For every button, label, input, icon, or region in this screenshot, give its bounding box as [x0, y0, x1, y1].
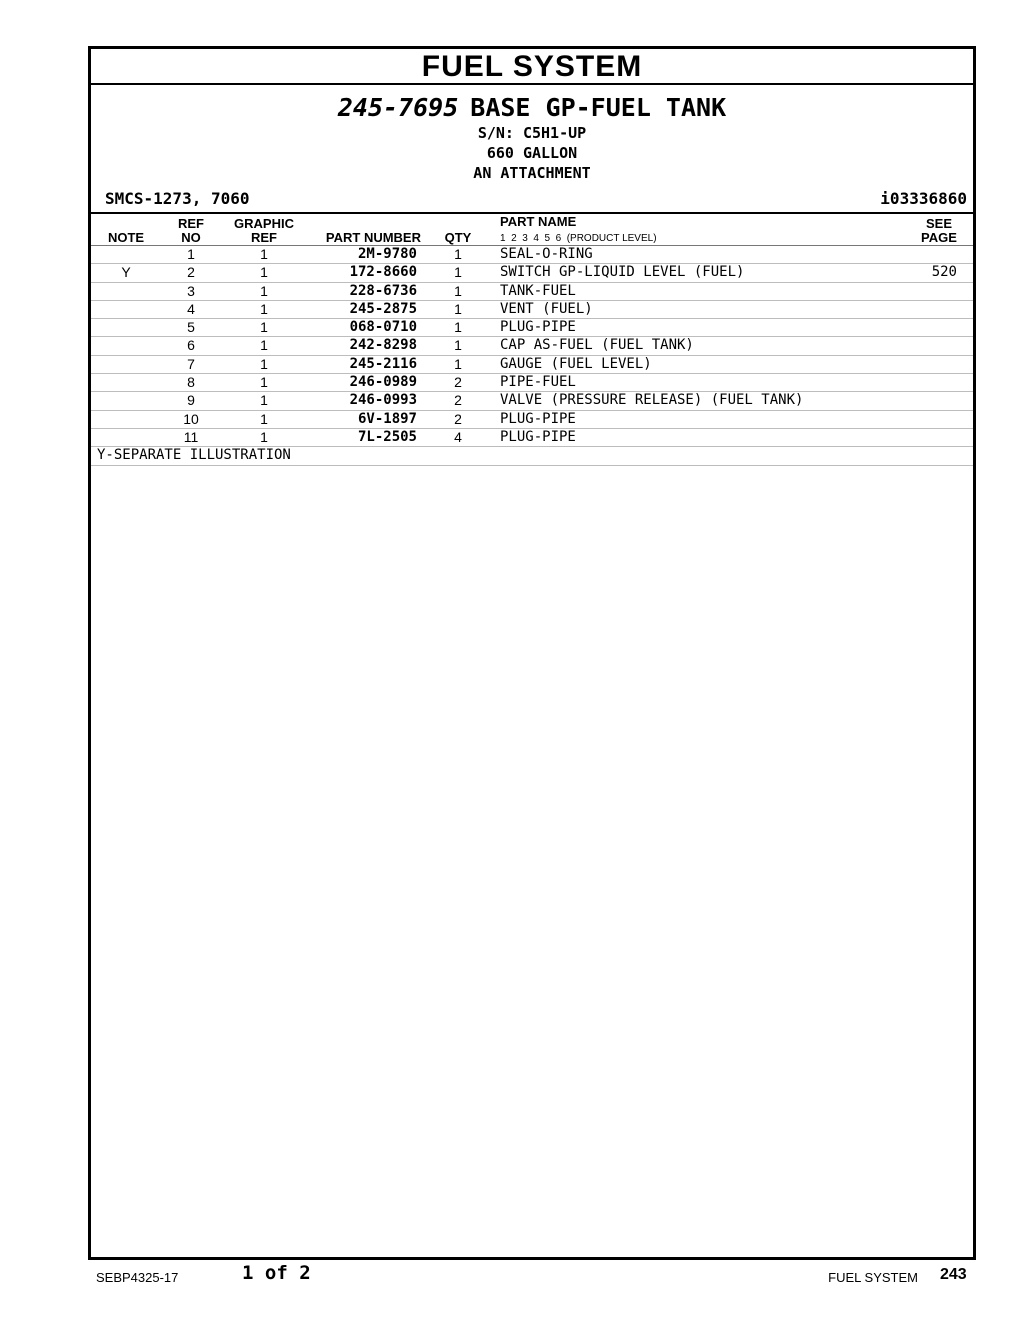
- parts-table: [91, 246, 973, 466]
- row-ref-no: 1: [187, 246, 195, 262]
- row-part-number: 245-2875: [349, 300, 417, 317]
- row-part-number: 172-8660: [349, 264, 417, 281]
- footer-section-title: FUEL SYSTEM: [828, 1270, 918, 1285]
- row-part-number: 246-0989: [349, 374, 417, 391]
- row-part-number: 246-0993: [349, 392, 417, 409]
- section-title: FUEL SYSTEM: [421, 50, 643, 83]
- smcs-codes: SMCS-1273, 7060: [105, 189, 250, 208]
- col-graphic-top: GRAPHIC: [234, 216, 294, 231]
- page-number: 243: [940, 1266, 967, 1283]
- group-name: BASE GP-FUEL TANK: [470, 93, 727, 122]
- row-qty: 1: [454, 282, 462, 299]
- table-row: [91, 392, 973, 410]
- row-part-name: CAP AS-FUEL (FUEL TANK): [500, 337, 694, 354]
- row-part-number: 242-8298: [349, 337, 417, 354]
- table-row: [91, 356, 973, 374]
- row-part-name: TANK-FUEL: [500, 282, 576, 299]
- row-ref-no: 3: [187, 282, 195, 299]
- attachment-label: AN ATTACHMENT: [473, 164, 591, 182]
- col-see-top: SEE: [925, 216, 952, 231]
- col-see-page: [911, 217, 967, 245]
- section-title-bar: [91, 49, 973, 85]
- row-part-name: SEAL-O-RING: [500, 246, 593, 262]
- group-title: [91, 93, 973, 123]
- table-row: [91, 301, 973, 319]
- row-see-page[interactable]: 520: [931, 264, 957, 281]
- row-ref-no: 9: [187, 392, 195, 409]
- row-qty: 1: [454, 319, 462, 336]
- row-qty: 1: [454, 300, 462, 317]
- row-part-name: PLUG-PIPE: [500, 319, 576, 336]
- row-graphic-ref: 1: [260, 337, 268, 354]
- row-ref-no: 6: [187, 337, 195, 354]
- row-part-number: 2M-9780: [357, 246, 417, 262]
- row-part-name: PLUG-PIPE: [500, 410, 576, 427]
- row-ref-no: 5: [187, 319, 195, 336]
- row-qty: 1: [454, 337, 462, 354]
- row-qty: 4: [454, 428, 462, 445]
- note-legend: Y-SEPARATE ILLUSTRATION: [97, 447, 291, 464]
- illustration-id: i03336860: [880, 189, 967, 208]
- row-part-name: GAUGE (FUEL LEVEL): [500, 355, 652, 372]
- row-graphic-ref: 1: [260, 282, 268, 299]
- column-headers: [91, 215, 973, 246]
- col-ref-no: [171, 217, 211, 245]
- group-header: [91, 93, 973, 183]
- row-graphic-ref: 1: [260, 428, 268, 445]
- row-graphic-ref: 1: [260, 264, 268, 281]
- row-qty: 1: [454, 264, 462, 281]
- row-ref-no: 10: [183, 410, 199, 427]
- row-qty: 1: [454, 355, 462, 372]
- table-row: [91, 337, 973, 355]
- table-row: [91, 429, 973, 447]
- col-graphic-ref: [229, 217, 299, 245]
- row-qty: 1: [454, 246, 462, 262]
- col-part-number: PART NUMBER: [325, 230, 421, 245]
- row-graphic-ref: 1: [260, 246, 268, 262]
- row-part-name: PIPE-FUEL: [500, 374, 576, 391]
- row-qty: 2: [454, 410, 462, 427]
- row-graphic-ref: 1: [260, 392, 268, 409]
- row-ref-no: 2: [187, 264, 195, 281]
- row-graphic-ref: 1: [260, 319, 268, 336]
- row-graphic-ref: 1: [260, 410, 268, 427]
- col-qty: QTY: [444, 230, 472, 245]
- row-part-name: VENT (FUEL): [500, 300, 593, 317]
- col-graphic-bottom: REF: [251, 230, 277, 245]
- table-row: [91, 319, 973, 337]
- page-footer: [0, 1262, 1020, 1292]
- note-legend-row: [91, 447, 973, 465]
- col-note: NOTE: [107, 230, 145, 245]
- row-part-number: 245-2116: [349, 355, 417, 372]
- row-graphic-ref: 1: [260, 374, 268, 391]
- capacity: 660 GALLON: [486, 144, 578, 162]
- table-row: [91, 374, 973, 392]
- col-see-bottom: PAGE: [921, 230, 957, 245]
- row-part-number: 6V-1897: [357, 410, 417, 427]
- row-qty: 2: [454, 374, 462, 391]
- row-note: Y: [121, 264, 131, 281]
- row-part-number: 7L-2505: [357, 428, 417, 445]
- row-part-name: VALVE (PRESSURE RELEASE) (FUEL TANK): [500, 392, 804, 409]
- row-qty: 2: [454, 392, 462, 409]
- row-ref-no: 7: [187, 355, 195, 372]
- row-graphic-ref: 1: [260, 355, 268, 372]
- table-row: [91, 246, 973, 264]
- col-part-name: PART NAME: [500, 214, 577, 229]
- row-part-number: 228-6736: [349, 282, 417, 299]
- page-of-count: 1 of 2: [242, 1262, 311, 1284]
- row-part-name: PLUG-PIPE: [500, 428, 576, 445]
- col-ref-top: REF: [178, 216, 204, 231]
- serial-range: S/N: C5H1-UP: [477, 124, 587, 142]
- document-number: SEBP4325-17: [96, 1270, 179, 1285]
- table-row: [91, 411, 973, 429]
- row-ref-no: 11: [183, 428, 199, 445]
- col-ref-bottom: NO: [181, 230, 201, 245]
- row-graphic-ref: 1: [260, 300, 268, 317]
- group-part-number: 245-7695: [337, 93, 459, 122]
- row-part-name: SWITCH GP-LIQUID LEVEL (FUEL): [500, 264, 745, 281]
- parts-list-frame: [88, 46, 976, 1260]
- row-ref-no: 8: [187, 374, 195, 391]
- col-product-levels: 1 2 3 4 5 6 (PRODUCT LEVEL): [500, 233, 657, 244]
- table-row: [91, 283, 973, 301]
- table-row: [91, 264, 973, 282]
- row-part-number: 068-0710: [349, 319, 417, 336]
- row-ref-no: 4: [187, 300, 195, 317]
